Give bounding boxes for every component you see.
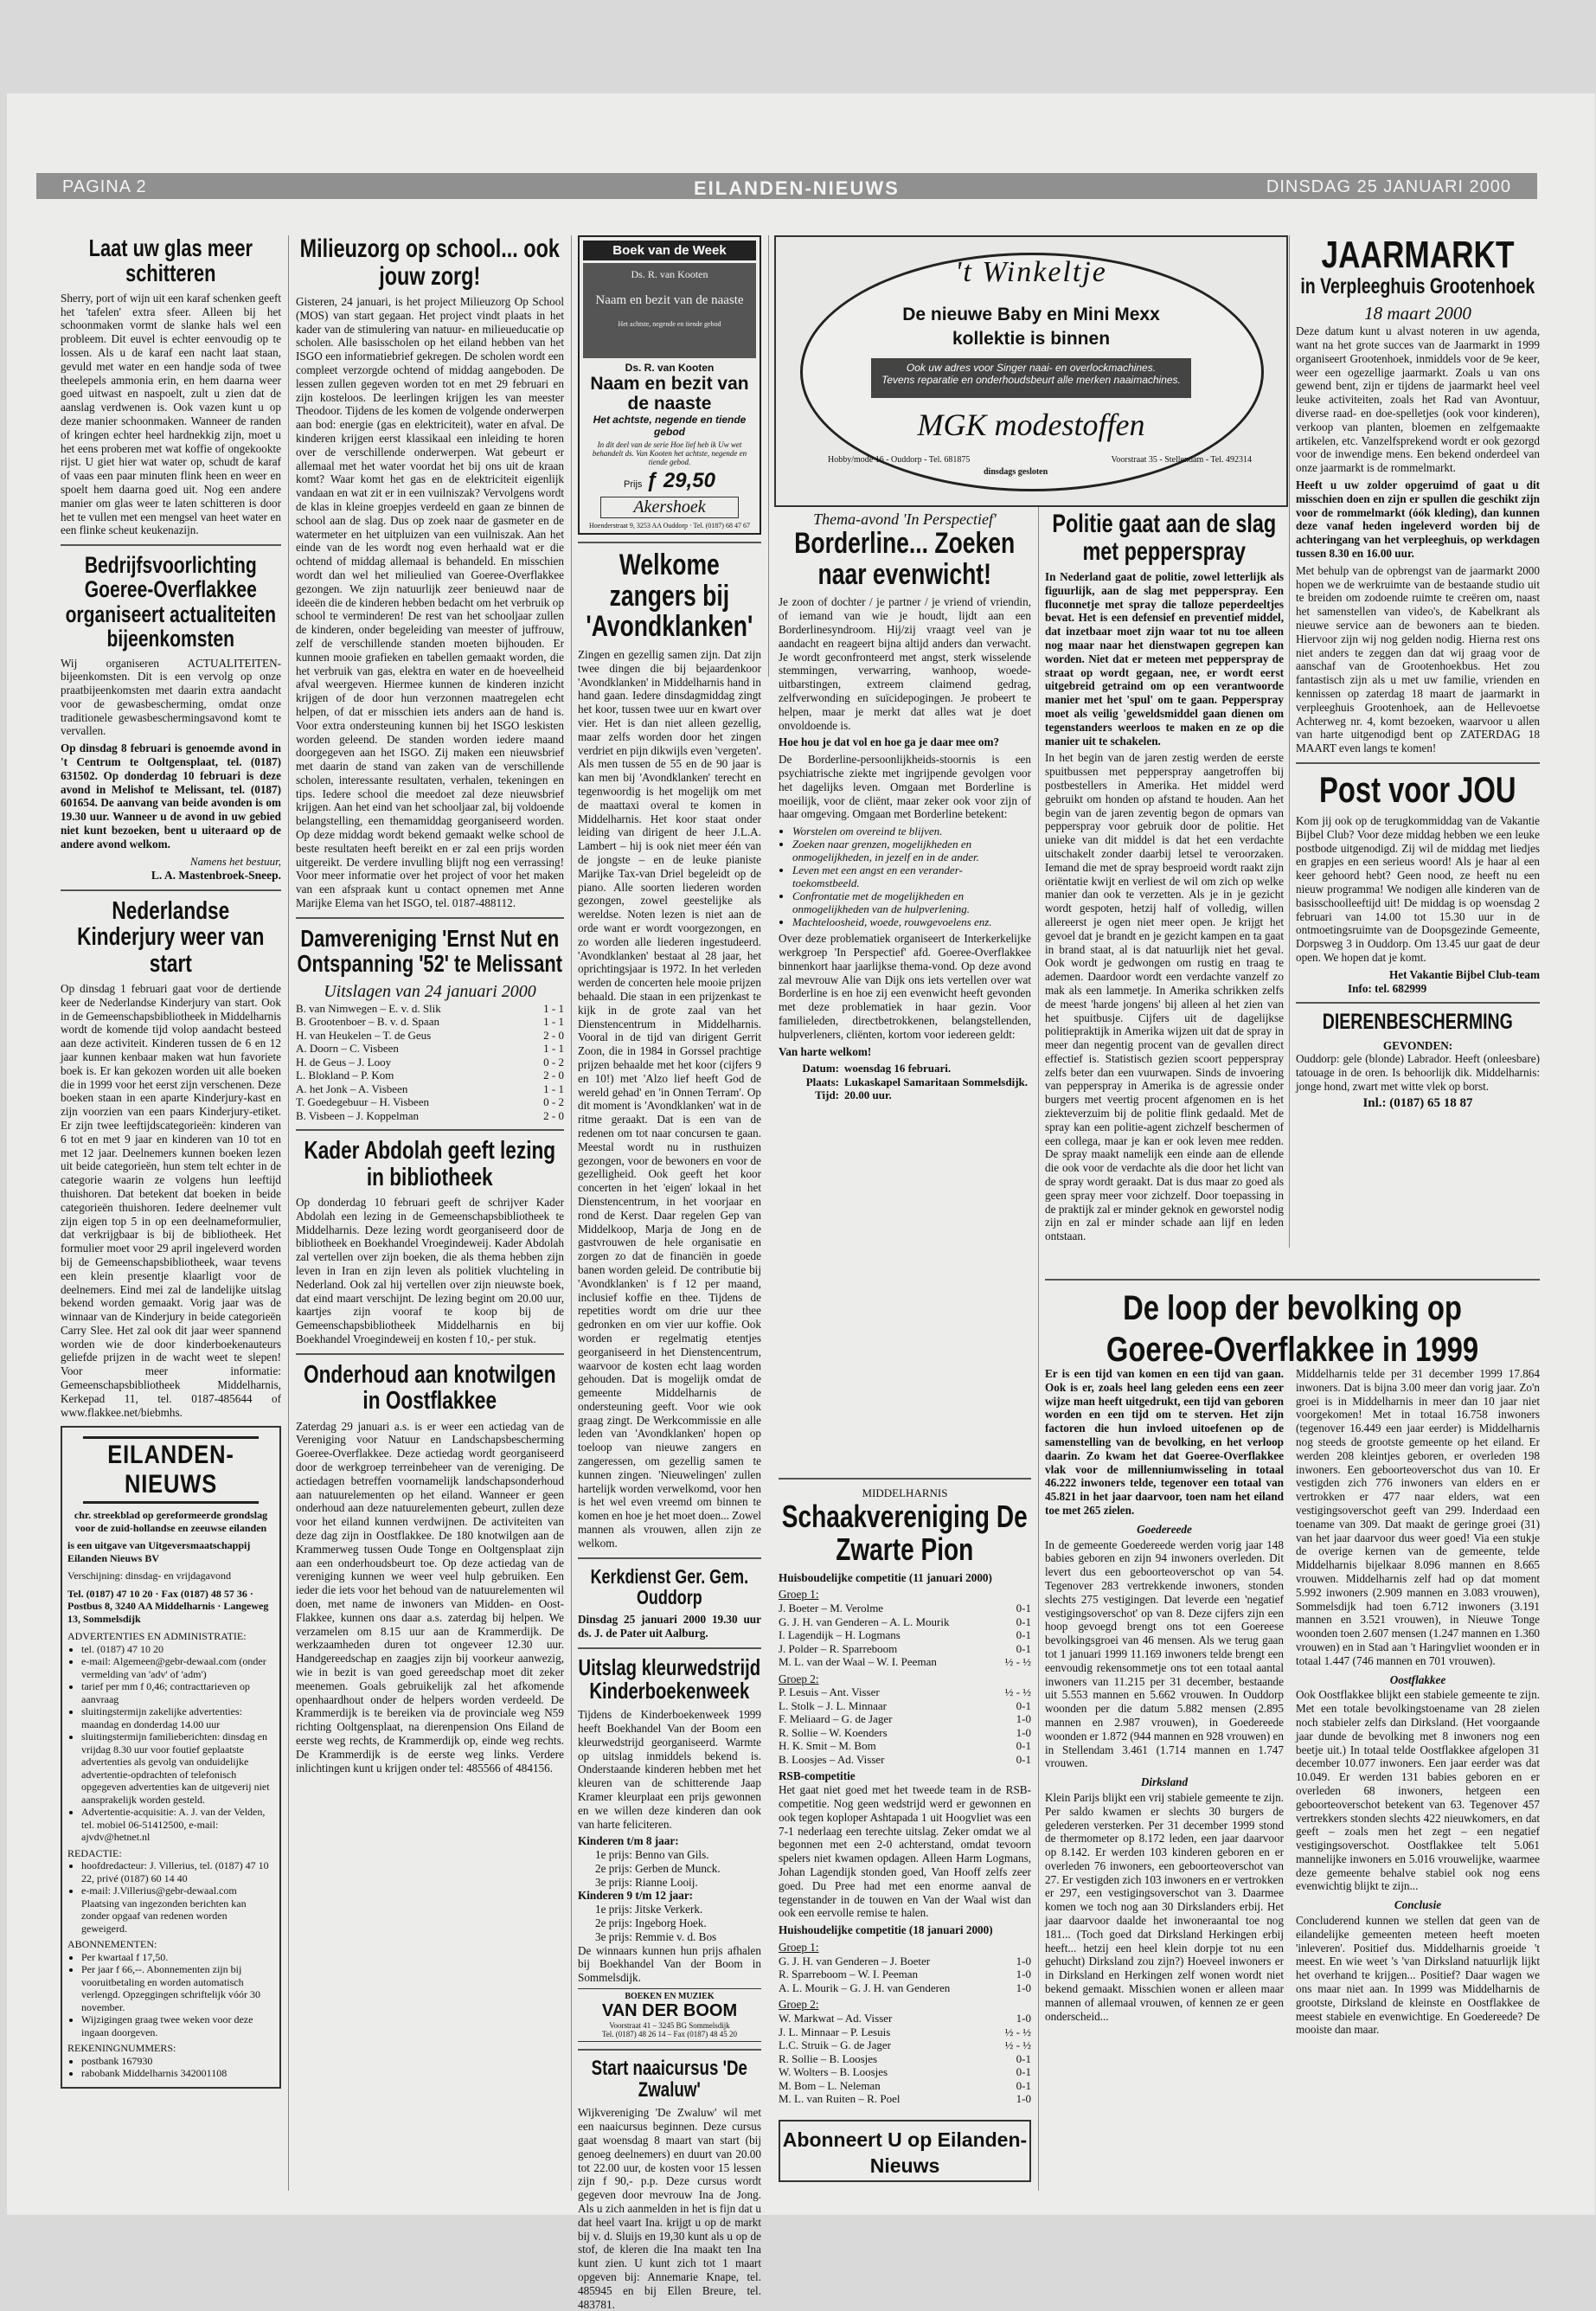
table-row [779,1685,1031,1699]
article-question: Hoe hou je dat vol en hoe ga je daar mee om? [779,735,1000,749]
score: 0-1 [1016,1641,1031,1655]
bevolking-article-header [1045,1272,1540,1371]
article-body: Kom jij ook op de terugkommiddag van de Vakantie Bijbel Club? Voor deze middag hebben we een leuke postbode uitgenodigd. Zij wil de middag met liedjes en grapjes en een serieus woord! Als je haar al een keer gehoord hebt? Geen nood, ze heeft nu een nieuw programma! We nodigen alle kinderen van de basisschoolleeftijd uit! De middag is op woensdag 2 februari van 14.00 tot 15.30 uur in de ontmoetingsruimte van de Doopsgezinde Gemeente, Dorpsweg 3 in Ouddorp. Om 13.45 uur gaat de deur open. We hopen dat je komt. [1296,814,1540,965]
page-number: PAGINA 2 [62,177,147,196]
results-table [779,2012,1031,2106]
score: 2 - 0 [543,1069,564,1082]
contact-info: Info: tel. 682999 [1348,981,1427,995]
match: J. Polder – R. Sparreboom [779,1641,898,1655]
ad-service-band [871,358,1191,398]
column-4 [779,510,1031,1471]
score: 0-1 [1016,1602,1031,1615]
column-1 [61,235,281,2182]
signature-line: Namens het bestuur, [189,854,281,868]
match: B. Visbeen – J. Koppelman [296,1108,419,1122]
column-divider [1289,235,1290,1248]
divider [779,1478,1031,1480]
prize: 3e prijs: Remmie v. d. Bos [595,1929,717,1943]
score: 0-1 [1016,2051,1031,2065]
article-title: Bedrijfsvoorlichting Goeree-Overflakkee organiseert actualiteiten bijeenkomsten [65,552,277,652]
score: 0 - 2 [543,1055,564,1069]
column-3 [578,235,761,2311]
article-body: Zaterdag 29 januari a.s. is er weer een actiedag van de Vereniging voor Natuur en Landschapsbescherming Goeree-Overflakkee. Deze actiedag wordt georganiseerd door de werkgroep terreinbeheer van de vereniging. De actiedagen betreffen voornamelijk landschapsonderhoud aan natuurelementen op het eiland. Wanneer er geen onderhoud aan deze natuurelementen gebeurt, zullen deze voor het eiland kunnen verdwijnen. De activiteiten van deze dag zijn in Oostflakkee. De 180 knotwilgen aan de Krammerweg tussen Oude Tonge en Ooltgensplaat zijn aan een onderhoudsbeurt toe. Op deze actiedag van de vereniging kunnen we weer veel hulp gebruiken. Een ieder die iets voor het behoud van de natuurelementen wil doen, met name de inwoners van Midden- en Oost-Flakkee, kunnen ons daar a.s. zaterdag bij helpen. We verzamelen om 8.15 uur aan de Krammerdijk. De werkzaamheden duren tot ongeveer 12.30 uur. Handgereedschap en zaagjes zijn bij voorkeur aanwezig, wie in bezit is van goed gereedschap moet dit zeker meenemen. Goals gebruikelijk zal het afkomende openhaardhout onder de helpers worden verdeeld. De Krammerdijk is te bereiken via de provinciale weg N59 richting Ooltgensplaat, na dierenpension Ons Eiland de eerste weg rechts, de Krammerdijk op, einde weg rechts. De Krammerdijk is de eerste weg links. Verdere inlichtingen kunt u krijgen onder tel: 485566 of 484156. [296,1419,564,1775]
table-row [296,1015,564,1029]
price-label: Prijs [624,479,643,490]
colophon-item: • e-mail: Algemeen@gebr-dewaal.com (onder vermelding van 'adv' of 'adm') [81,1655,274,1680]
article-subtitle: Uitslagen van 24 januari 2000 [324,981,536,1001]
score: 1-0 [1016,1980,1031,1994]
score: 0 - 2 [543,1095,564,1109]
article-title: Schaakvereniging De Zwarte Pion [781,1499,1028,1567]
table-row [296,1042,564,1056]
table-row [296,1082,564,1096]
match: B. Loosjes – Ad. Visser [779,1752,885,1766]
table-row [779,1981,1031,1995]
ad-line: kollektie is binnen [952,329,1111,349]
score: 0-1 [1016,2078,1031,2092]
score: ½ - ½ [1004,2025,1031,2038]
colophon-item: • sluitingstermijn familieberichten: dinsdag en vrijdag 8.30 uur voor foutief geplaatste advertenties als gevolg van onduidelijke advertentie-opdrachten of telefonisch opgegeven advertenties kan de uitgeverij niet aansprakelijk worden gesteld. [81,1730,274,1806]
ad-line: Ook uw adres voor Singer naai- en overlockmachines. [906,362,1157,374]
contact-info: Inl.: (0187) 65 18 87 [1362,1095,1473,1110]
table-row [296,1002,564,1016]
score: 0-1 [1016,1614,1031,1628]
article-body: Je zoon of dochter / je partner / je vriend of vriendin, of iemand van wie je houdt, lijdt aan een Borderlinesyndroom. Hij/zij vraagt veel van je aandacht en reageert bijna altijd anders dan verwacht. Je wordt geconfronteerd met angst, sterk wisselende stemmingen, verwarring, wanhoop, woede-uitbarstingen, extreem claimend gedrag, zelfverwonding en suïcidepogingen. Je probeert te helpen, maar je merkt dat alles wat je doet onvoldoende is. [779,595,1031,732]
article-body: Wij organiseren ACTUALITEITEN-bijeenkomsten. Dit is een vervolg op onze praatbijeenkomsten met daarin extra aandacht voor de gewasbescherming, omdat onze traditionele gewasbeschermingsavond komt te vervallen. [61,656,281,738]
colophon-list [81,1951,274,2039]
colophon-list [81,1859,274,1935]
bevolking-col-left [1045,1367,1284,2189]
article-body: Het gaat niet goed met het tweede team in de RSB-competitie. Nog geen wedstrijd werd er gewonnen en ook tegen koploper Ashtapada 1 uit Hoogvliet was een 7-1 nederlaag een terechte uitslag. Zeker omdat we al begonnen met een 2-0 achterstand, omdat tevoorn spelers niet kwamen opdagen. Alleen Harm Logmans, Johan Lagendijk stonden goed, Van Hooff zelfs zeer goed. Du Pree had met een enorme aanval de tegenstander in de touwen en Van der Waal wist dan ook een eervolle remise te halen. [779,1783,1031,1920]
ad-label: Boek van de Week [583,241,756,260]
match: W. Markwat – Ad. Visser [779,2012,893,2025]
colophon-item: • Per jaar f 66,--. Abonnementen zijn bij vooruitbetaling en worden automatisch verlengd. Opzeggingen schriftelijk vóór 30 november. [81,1963,274,2013]
match: W. Wolters – B. Loosjes [779,2065,888,2079]
match: L. Blokland – P. Kom [296,1069,394,1082]
divider [578,1557,761,1559]
section-title: RSB-competitie [779,1769,856,1783]
article-title: Onderhoud aan knotwilgen in Oostflakkee [303,1360,556,1415]
jaarmarkt-subtitle: in Verpleeghuis Grootenhoek [1300,274,1535,299]
match: B. van Nimwegen – E. v. d. Slik [296,1001,441,1015]
article-body: Op dinsdag 8 februari is genoemde avond in 't Centrum te Ooltgensplaat, tel. (0187) 631502. Op donderdag 10 februari is deze avond in Melishof te Melissant, tel. (0187) 601654. De aanvang van beide avonden is om 19.30 uur. Wanneer u de avond in uw gebied niet kunt bezoeken, bent u uiteraard op de andere avond welkom. [61,741,281,851]
info-key: Tijd: [815,1088,839,1102]
score: 0-1 [1016,1628,1031,1642]
score: ½ - ½ [1004,1655,1031,1669]
bevolking-col-right [1296,1367,1540,2189]
prize: 1e prijs: Jitske Verkerk. [595,1903,703,1916]
event-info-table [779,1062,1031,1102]
column-2 [296,235,564,2182]
list-item: • Machteloosheid, woede, rouwgevoelens enz. [792,915,1031,928]
article-title: Damvereniging 'Ernst Nut en Ontspanning '52' te Melissant [297,924,563,978]
match: R. Sparreboom – W. I. Peeman [779,1968,919,1981]
divider [1045,1279,1540,1281]
group-title: Groep 1: [779,1941,819,1955]
article-title: Nederlandse Kinderjury weer van start [77,896,265,978]
jaarmarkt-title: JAARMARKT [1321,234,1515,276]
colophon-item: • Wijzigingen graag twee weken voor deze ingaan doorgeven. [81,2013,274,2038]
article-kicker: MIDDELHARNIS [862,1486,948,1499]
colophon-item: • Per kwartaal f 17,50. [81,1951,274,1964]
info-key: Datum: [802,1062,839,1075]
list-item: • Worstelen om overeind te blijven. [792,825,1031,838]
article-title: Politie gaat aan de slag met pepperspray [1052,510,1277,566]
signature-name: L. A. Mastenbroek-Sneep. [151,868,281,882]
ad-description: In dit deel van de serie Hoe lief heb ik Uw wet behandelt ds. Van Kooten het achtste, negende en tiende gebod. [592,440,747,466]
colophon-section-title: REKENINGNUMMERS: [67,2042,176,2055]
column-6 [1296,235,1540,1256]
article-lead: Er is een tijd van komen en een tijd van gaan. Ook is er, zoals heel lang geleden eens een zeer wijze man heeft uitgedrukt, een tijd van geboren worden en een tijd om te sterven. Het zijn factoren die hun invloed uitoefenen op de samenstelling van de bevolking, en het verloop daarin. Zo kwam het dat Goeree-Overflakkee vlak voor de millenniumwisseling in totaal 46.222 inwoners telde, tegenover een totaal van 45.821 in het jaar daarvoor, toen nam het eiland toe met 265 zielen. [1045,1367,1284,1517]
article-body: Met behulp van de opbrengst van de jaarmarkt 2000 hopen we de werkruimte van de bestaande studio uit te breiden om zodoende ruimte te creëren om, naast het samenstellen van video's, de Kabelkrant als nieuwe service aan de bewoners aan te bieden. Hiervoor zijn wij nog gelden nodig. Hierna rest ons niet anders te zeggen dan dat wij graag voor de aanschaf van de Grootenhoekbus. Het zou fantastisch zijn als u met uw familie, vrienden en kennissen op zaterdag 18 maart de jaarmarkt in verpleeghuis Grootenhoek, aan de Hellevoetse Achterweg nr. 4, komt bezoeken, waarvoor u allen van harte uitgenodigd bent op ZATERDAG 18 MAART even langs te komen! [1296,563,1540,755]
post-title: Post voor JOU [1318,768,1516,810]
ad-book-title: Naam en bezit van de naaste [590,374,749,414]
book-of-week-ad [578,235,761,535]
match: H. de Geus – J. Looy [296,1055,392,1069]
list-item: • Leven met een angst en een verander- toekomstbeeld. [792,863,1031,889]
info-value: 20.00 uur. [844,1088,892,1102]
section-title: Huishoudelijke competitie (18 januari 2000) [779,1923,993,1937]
table-row [779,2025,1031,2039]
section-title: Huisboudelijke competitie (11 januari 2000) [779,1570,992,1584]
ad-phone: Tel. (0187) 48 26 14 – Fax (0187) 48 45 20 [601,2030,738,2039]
jaarmarkt-date: 18 maart 2000 [1364,303,1471,324]
colophon-publisher: is een uitgave van Uitgeversmaatschappij Eilanden Nieuws BV [67,1539,251,1564]
score: ½ - ½ [1004,2038,1031,2052]
match: F. Meliaard – G. de Jager [779,1712,893,1726]
divider [61,544,281,546]
match: J. Boeter – M. Verolme [779,1602,884,1615]
score: 1-0 [1016,1954,1031,1968]
list-item: • Zoeken naar grenzen, mogelijkheden en onmogelijkheden, in jezelf en in de ander. [792,838,1031,863]
book-cover [583,263,756,358]
score: 1 - 1 [543,1001,564,1015]
match: G. J. H. van Genderen – J. Boeter [779,1954,931,1968]
match: L. Stolk – J. L. Minnaar [779,1698,887,1712]
column-divider [768,235,769,677]
score: 2 - 0 [543,1108,564,1122]
divider [578,542,761,543]
page-header-bar [36,173,1537,199]
score: 2 - 0 [543,1028,564,1042]
prize: 1e prijs: Benno van Gils. [595,1848,709,1862]
column-divider [288,235,289,2191]
match: L.C. Struik – G. de Jager [779,2038,891,2052]
score: 1 - 1 [543,1082,564,1095]
match: M. L. van Ruiten – R. Poel [779,2092,901,2106]
score: 1-0 [1016,1725,1031,1739]
table-row [779,1955,1031,1968]
article-body: In het begin van de jaren zestig werden de eerste spuitbussen met pepperspray aangetroffen bij postbestellers in Amerika. Het middel werd gebruikt om honden op afstand te houden. Aan het begin van de jaren zeventig begon de opmars van pepperspray voor gebruik door de politie. Het unieke van dit middel is dat het een verdachte uitschakelt zonder daarbij letsel te veroorzaken. Iemand die met de spray besproeid wordt raakt zijn oriëntatie kwijt en verliest de wil om zich op welke manier dan ook te verzetten. Als je in je gezicht wordt gespoten, hetzij half of volledig, willen allereerst je ogen niet meer open. Je krijgt het gevoel dat je brandt en je gezicht kampen en ta gaat in brand staat, al is dat natuurlijk niet het geval. Ook wordt je gedwongen om rustig en traag te ademen. Daardoor wordt een verdachte vanzelf zo mak als een lammetje. In Amerika schrikken zelfs de meest 'harde jongens' bij alleen al het zien van het spuitbusje. Cijfers uit de dagelijkse politiepraktijk in Amerika wijzen uit dat de spray in meer dan negentig procent van de gevallen direct effectief is. Statistisch gezien scoort pepperspray zelfs beter dan een vuurwapen. Sinds de invoering van pepperspray in Amerika is de agressie onder burgers met veertig procent afgenomen en is het ziekteverzuim bij de politie flink gedaald. Met de spray kan een politie-agent zichzelf beschermen of een collega, maar je kan er ook leven mee redden. De spray maakt namelijk een einde aan de ellende die ook voor de verdachte als die door het licht van de spray wordt geraakt. Dat is dus maar zo goed als geen spray meer voor zichzelf. Door toepassing in de praktijk zal er minder geknok en geworstel nodig zijn en zal er minder schade aan lijf en leden ontstaan. [1045,751,1284,1243]
table-row [779,2065,1031,2079]
score: ½ - ½ [1004,1685,1031,1699]
ad-book-subtitle: Het achtste, negende en tiende gebod [593,414,747,438]
article-body: Wijkvereniging 'De Zwaluw' wil met een naaicursus beginnen. Deze cursus gaat woensdag 8 maart van start (bij genoeg deelnemers) en duurt van 20.00 tot 22.00 uur, de kosten voor 15 lessen zijn f 90,- p.p. Deze cursus wordt gegeven door mevrouw Ina de Jong. Als u zich aanmelden in het is fijn dat u dat heel vaart Ina. krijgt u op de markt bij v. d. Sluijs en 19,30 kunt als u op de stof, de kleren die Ina maakt ten Ina kunt zien. U kunt zich tot 1 maart opgeven bij: Annemarie Knape, tel. 485945 en bij Ellen Breure, tel. 483781. [578,2106,761,2311]
divider [578,1647,761,1649]
article-title: Start naaicursus 'De Zwaluw' [591,2057,747,2102]
article-title: Kerkdienst Ger. Gem. Ouddorp [590,1564,749,1608]
article-body: Dinsdag 25 januari 2000 19.30 uur ds. J. de Pater uit Aalburg. [578,1612,761,1640]
ad-address-right: Voorstraat 35 - Stellendam - Tel. 492314 [1111,455,1252,465]
list-item: • Confrontatie met de mogelijkheden en onmogelijkheden van de hulpverlening. [792,889,1031,915]
article-title: Milieuzorg op school... ook jouw zorg! [299,234,560,291]
match: P. Lesuis – Ant. Visser [779,1685,880,1699]
prize: 2e prijs: Ingeborg Hoek. [595,1916,707,1930]
section-title: Oostflakkee [1389,1672,1446,1686]
colophon-item: • hoofdredacteur: J. Villerius, tel. (0187) 47 10 22, privé (0187) 60 14 40 [81,1859,274,1884]
table-row [779,1088,1031,1102]
cover-title: Naam en bezit van de naaste [595,293,744,307]
table-row [779,1615,1031,1629]
match: M. Bom – L. Neleman [779,2078,881,2092]
table-row [779,1642,1031,1656]
ad-line: Tevens reparatie en onderhoudsbeurt alle merken naaimachines. [881,374,1181,386]
article-kicker: Thema-avond 'In Perspectief' [813,510,997,528]
info-key: Plaats: [805,1075,839,1088]
match: B. Grootenboer – B. v. d. Spaan [296,1015,439,1029]
column-divider [571,235,572,2191]
article-body: Middelharnis telde per 31 december 1999 17.864 inwoners. Dat is bijna 3.00 meer dan vorig jaar. Zo'n groei is in Middelharnis in meer dan 10 jaar niet voorgekomen! Met in totaal 16.758 inwoners (tegenover 16.449 een jaar eerder) is Middelharnis nog steeds de grootste gemeente op het eiland. Er werden 208 kleintjes geboren, er overleden 198 inwoners. Een geboorteoverschot dus van 10. Er vestigden zich 776 inwoners van elders en er vertrokken er 477 naar elders, wat een vestigingsoverschot geeft van 299. Inderdaad een toename van 309. Dat maakt de geringe groei (31) van het jaar daarvoor dus weer goed! Via een stukje de overige kernen van de gemeente, telde Middelharnis bijelkaar 8.096 mannen en 8.665 vrouwen. Middelharnis zelf had op dat moment 5.992 inwoners (2.909 mannen en 3.083 vrouwen), Sommelsdijk had toen 6.712 inwoners (3.191 mannen en 3.521 vrouwen), in Nieuwe Tonge woonden toen 2.607 mensen (1.247 mannen en 1.360 vrouwen) en in Stad aan 't Haringvliet woonden er in totaal 1.447 (746 mannen en 701 vrouwen). [1296,1367,1541,1667]
colophon-section-title: ADVERTENTIES EN ADMINISTRATIE: [67,1630,247,1643]
colophon-item: • tel. (0187) 47 10 20 [81,1643,274,1656]
table-row [779,1655,1031,1669]
score: 0-1 [1016,1739,1031,1753]
divider [1296,1002,1540,1004]
table-row [779,2038,1031,2052]
table-row [779,1726,1031,1740]
article-title: Borderline... Zoeken naar evenwicht! [794,527,1016,591]
colophon [61,1426,281,2089]
article-body: In de gemeente Goedereede werden vorig jaar 148 babies geboren en zijn 94 inwoners overleden. Dit levert dus een geboorteoverschot op van 54. Tegenover 283 vertrekkende inwoners, stonden slechts 275 vestigingen. Dat leverde een 'negatief vestigingsoverschot' op van 8. Deze cijfers zijn een hoop gevoegd brengt ons tot een Goereese bevolkingsgroei van 46 mensen. Als we terug gaan tot 1 januari 1999 11.169 inwoners telde brengt een eenvoudig rekensommetje ons tot een totaal aantal inwoners van 11.215 per 31 december, bestaande uit 5.553 mannen en 5.662 vrouwen. In Ouddorp woonden per die datum 5.882 mensen (2.895 mannen en 2.987 vrouwen), in Goedereede woonden er 1.872 (944 mannen en 928 vrouwen) en in Stellendam 3.461 (1.714 mannen en 1.747 vrouwen. [1045,1537,1284,1770]
signature-name: Het Vakantie Bijbel Club-team [1388,967,1540,981]
article-body: Over deze problematiek organiseert de Interkerkelijke werkgroep 'In Perspectief' afd. Goeree-Overflakkee binnenkort haar jaarlijkse thema-vond. Op deze avond zal mevrouw Alie van Dijk ons iets vertellen over wat Borderline is en hoe zij een evenwicht heeft gevonden met deze problematiek in haar gezin. Voor familieleden, directbetrokkenen, belangstellenden, hulpverleners, cliënten, kortom voor iedereen geldt: [779,932,1031,1041]
match: A. L. Mourik – G. J. H. van Genderen [779,1980,951,1994]
prize-group: Kinderen 9 t/m 12 jaar: [578,1889,694,1903]
colophon-subtitle: chr. streekblad op gereformeerde grondslag voor de zuid-hollandse en zeeuwse eilanden [74,1509,268,1534]
article-title: Kader Abdolah geeft lezing in bibliotheek [304,1137,556,1191]
score: 0-1 [1016,1752,1031,1766]
ad-address: Voorstraat 41 – 3245 BG Sommelsdijk [609,2021,730,2031]
article-body: Op dinsdag 1 februari gaat voor de dertiende keer de Nederlandse Kinderjury van start. Ook in de Gemeenschapsbibliotheek in Middelharnis wordt de komende tijd volop aandacht besteed aan deze activiteit. Kinderen tussen de 6 en 12 jaar kunnen kenbaar maken wat hun favoriete boek is. Er kan gekozen worden uit alle boeken die in 1999 voor het eerst zijn verschenen. Deze boeken staan in een aparte Kinderjury-kast en zijn voorzien van een paars Kinderjury-etiket. Er zijn twee leeftijdscategorieën: kinderen van 6 tot en met 9 jaar en kinderen van 10 tot en met 12 jaar. Deelnemers kunnen boeken lezen uit beide categorieën, hun stem telt echter in de categorie waarin ze volgens hun leeftijd thuishoren. Dat betekent dat boeken in beide categorieën thuishoren. Iedere deelnemer vult zijn eigen top 5 in op een deelnameformulier, dat verkrijgbaar is bij de bibliotheek. Het formulier moet voor 29 april ingeleverd worden bij de Gemeenschapsbibliotheek, waar tevens een klein presentje klaarligt voor de deelnemers. Eind mei zal de landelijke uitslag bekend worden gemaakt. Vorig jaar was de winnaar van de Kinderjury in beide categorieën Carry Slee. Het zal ook dit jaar weer spannend worden wie de door kinderboekenauteurs geliefde prijzen in de wacht weet te slepen! Voor meer informatie: Gemeenschapsbibliotheek Middelharnis, Kerkepad 11, tel. 0187-485644 of www.flakkee.net/biebmhs. [61,981,281,1419]
article-welcome: Van harte welkom! [779,1044,872,1058]
score: 1-0 [1016,1968,1031,1981]
match: J. L. Minnaar – P. Lesuis [779,2025,891,2038]
article-body: Op donderdag 10 februari geeft de schrijver Kader Abdolah een lezing in de Gemeenschapsbibliotheek te Middelharnis. Deze lezing wordt georganiseerd door de bibliotheek en Boekhandel Vroegindeweij. Kader Abdolah zal vertellen over zijn boeken, die als thema hebben zijn leven in Iran en zijn leven als politiek vluchteling in Nederland. Ook zal hij vertellen over zijn nieuwste boek, dat eind maart verschijnt. De lezing begint om 20.00 uur, kaartjes zijn vooraf te koop bij de Gemeenschapsbibliotheek Middelharnis en bij Boekhandel Vroegindeweij en kosten f 10,- per stuk. [296,1196,564,1345]
bookshop-ad [578,1988,761,2042]
article-body: De winnaars kunnen hun prijs afhalen bij Boekhandel Van der Boom in Sommelsdijk. [578,1943,761,1985]
prize-group: Kinderen t/m 8 jaar: [578,1834,679,1848]
colophon-item: • postbank 167930 [81,2055,274,2068]
table-row [779,1753,1031,1767]
colophon-section-title: ABONNEMENTEN: [67,1938,157,1951]
table-row [779,2052,1031,2066]
column-divider [1038,235,1039,2191]
article-title: Welkome zangers bij 'Avondklanken' [586,549,753,644]
table-row [779,1968,1031,1981]
info-value: Lukaskapel Samaritaan Sommelsdijk. [844,1075,1029,1088]
match: A. het Jonk – A. Visbeen [296,1082,408,1095]
article-body: Tijdens de Kinderboekenweek 1999 heeft Boekhandel Van der Boom een kleurwedstrijd georganiseerd. Warmte op uitslag inmiddels bekend is. Onderstaande kinderen hebben met het kleuren van de schitterende Jaap Kramer kleurplaat een prijs gewonnen en we willen deze kinderen dan ook van harte feliciteren. [578,1708,761,1831]
article-title: Uitslag kleurwedstrijd Kinderboekenweek [578,1653,761,1704]
table-row [779,1699,1031,1713]
table-row [779,1628,1031,1642]
dier-title: DIERENBESCHERMING [1322,1010,1513,1035]
score: 1 - 1 [543,1042,564,1056]
article-body: Ook Oostflakkee blijkt een stabiele gemeente te zijn. Met een totale bevolkingstoename van 28 zielen noch stabieler zelfs dan Dirksland. (Het voorgaande jaar dunde de bevolking met 8 inwoners nog een beetje uit.) In totaal telde Oostflakkee afgelopen 31 december 10.077 inwoners. Een jaar eerder was dat 10.049. Er werden 131 babies geboren en er overleden 68 inwoners, hetgeen een geboorteoverschot betekent van 63. Tegenover 457 vertrekkers stonden slechts 422 nieuwkomers, en dat geeft – zoals men het zegt – een negatief vestigingsoverschot. Oostflakkee telt 5.061 mannelijke inwoners en 5.016 vrouwelijke, waarmee deze gemeente behalve stabiel ook nog eens evenwichtig blijkt te zijn... [1296,1688,1540,1893]
table-row [779,1062,1031,1075]
table-row [296,1069,564,1082]
score: 1 - 1 [543,1015,564,1029]
divider [296,1129,564,1131]
price-value: ƒ 29,50 [645,469,715,492]
cover-subtitle: Het achtste, negende en tiende gebod [618,320,721,328]
score: 0-1 [1016,2065,1031,2079]
match: H. van Heukelen – T. de Geus [296,1028,432,1042]
article-body: Zingen en gezellig samen zijn. Dat zijn twee dingen die bij bejaardenkoor 'Avondklanken' in Middelharnis hand in hand gaan. Iedere dinsdagmiddag zingt het koor, tussen twee uur en kwart over vier. Het is dan niet alleen gezellig, maar zelfs worden door het zingen verdriet en pijn dikwijls even 'vergeten'. Als men tussen de 55 en de 90 jaar is kan men bij 'Avondklanken' terecht en tegenwoordig is het mogelijk om met de maattaxi overal te komen in Middelharnis. Het koor staat onder leiding van dirigent de heer J.L.A. Lambert – hij is ook niet meer één van de jongste – en de leuke pianiste Marijke Tax-van Driel begeleidt op de piano. Alle soorten liederen worden gezongen, zowel geestelijke als wereldse. Noten lezen is niet aan de orde want er wordt voorgezongen, en zo worden alle liederen ingestudeerd. 'Avondklanken' bestaat al 28 jaar, het oprichtingsjaar is 1972. In het verleden werden de concerten hele mooie prijzen behaald. Die staan in een prijzenkast te kijk in de grote zaal van het Dienstencentrum in Middelharnis. Vooral in de tijd van dirigent Gerrit Zoon, die in 1984 in Gorssel prachtige prijzen behaalde met het koor (cijfers 9 en 10!) met 'Alzo lief heeft God de wereld gehad' en 'in Onnen Terram'. Op dit moment is 'Avondklanken' wat in de ritme geraakt. Dat is een van de redenen om tot naar concursen te gaan. Meestal wordt nu in rusthuizen gezongen, voor de bewoners en voor de gezelligheid. Ook geeft het koor concerten in het 'eigen' lokaal in het Dienstencentrum, in het voorjaar en rond de Kerst. Daar regelen Gep van Middelkoop, Marja de Jong en de gastvrouwen de hele organisatie en zorgen zo dat de financiën in goede banen worden geleid. De contributie bij 'Avondklanken' is f 12 per maand, inclusief koffie en thee. Tijdens de repetities wordt om drie uur thee gedronken en om vier uur koffie. Ook worden er regelmatig etentjes georganiseerd in het Dienstencentrum, waarvoor de kosten echt laag worden gehouden. Dat is mogelijk omdat de gemeente Middelharnis de ondersteuning geeft. Voor wie ook graag zingt. De Werkcommissie en alle leden van 'Avondklanken' hopen op toeloop van nieuwe zangers en zangeressen, om gezellig samen te kunnen zingen. 'Nieuwelingen' zullen hartelijk worden verwelkomd, voor hen is het wel even vreemd om binnen te komen en hoe je het moet doen... Zowel mannen als vrouwen, allen zijn ze welkom. [578,648,761,1550]
ad-brand: 't Winkeltje [955,256,1107,288]
shop-address: Hoenderstraat 9, 3253 AA Ouddorp · Tel. (0187) 68 47 67 [589,522,750,530]
ad-author: Ds. R. van Kooten [625,362,715,374]
table-row [779,2092,1031,2106]
article-body: Sherry, port of wijn uit een karaf schenken geeft het 'tafelen' extra sfeer. Alleen bij het schoonmaken vormt de slanke hals wel een probleem. Dit euvel is echter eenvoudig op te lossen. Als u de karaf een nacht laat staan, gevuld met water en een handje soda of twee theelepels ammonia erin, en hem daarna weer goed uitwast en naspoelt, zult u zien dat de aanslag verdwenen is. Ook vazen kunt u op deze manier schoonmaken. Wanneer de randen of kringen echter heel hardnekkig zijn, moet u het eens proberen met wat koffie of ongekookte rijst. U giet hier wat water op, schudt de karaf of vaas een paar minuten flink heen en weer en spoelt hem daarna goed uit. Nog een andere manier om glas weer te laten schitteren is door het te vullen met een mengsel van heet water en een flinke scheut keukenazijn. [61,291,281,537]
group-title: Groep 2: [779,1998,819,2012]
ad-logo: MGK modestoffen [917,408,1145,442]
divider [296,1353,564,1355]
subscribe-ad: Abonneert U op Eilanden-Nieuws [779,2120,1031,2182]
results-table [296,1002,564,1123]
info-value: woensdag 16 februari. [844,1062,952,1075]
divider [296,917,564,919]
score: 1-0 [1016,2012,1031,2025]
article-body: Ouddorp: gele (blonde) Labrador. Heeft (onleesbare) tatouage in de oren. Is behoorlijk dik. Middelharnis: jonge hond, zwart met witte vlek op borst. [1296,1052,1540,1094]
match: H. K. Smit – M. Bom [779,1739,876,1753]
colophon-contact: Tel. (0187) 47 10 20 · Fax (0187) 48 57 36 · Postbus 8, 3240 AA Middelharnis · Langeweg 13, Sommelsdijk [67,1587,269,1625]
match: M. L. van der Waal – W. I. Peeman [779,1655,937,1669]
score: 0-1 [1016,1698,1031,1712]
article-body: Klein Parijs blijkt een vrij stabiele gemeente te zijn. Per saldo kwamen er slechts 30 burgers de gelederen versterken. Per 31 december 1999 stond de thermometer op 8.172 leden, een jaar daarvoor op 8.142. Er werden 103 kinderen geboren en er overleden 76 inwoners, een geboorteoverschot van 27. Er vestigden zich 103 inwoners en er vertrokken er 297, een vestigingsoverschot van 3. Daarmee komen we toch nog aan 30 Dirkslanders erbij. Het jaar daarvoor daalde het inwoneraantal toe nog 181... (Toch goed dat Dirksland Herkingen erbij heeft... hetzij een heel klein dorpje tot nu een gehucht) Dirksland zou zijn?) Hoeveel inwoners er in Dirksland en Herkingen zelf wonen wordt niet bekend gemaakt. Misschien wonen er alleen maar mannen of allemaal vrouwen, of kennen ze er geen onderscheid... [1045,1790,1284,2023]
prize: 2e prijs: Gerben de Munck. [595,1861,721,1875]
results-table [779,1955,1031,1995]
colophon-section-title: REDACTIE: [67,1846,122,1859]
article-title: Laat uw glas meer schitteren [88,234,253,287]
ad-price-row [583,469,756,493]
dier-subtitle: GEVONDEN: [1382,1038,1453,1052]
bullet-list [792,825,1031,928]
colophon-list [81,1643,274,1844]
prize: 3e prijs: Rianne Looij. [595,1875,698,1889]
article-body: De Borderline-persoonlijkheids-stoornis is een psychiatrische ziekte met ingrijpende gevolgen voor het dagelijks leven. Omgaan met Borderline is moeilijk, voor de cliënt, maar zeker ook voor zijn of haar omgeving. Omgaan met Borderline betekent: [779,753,1031,821]
table-row [296,1056,564,1069]
colophon-list [81,2055,274,2080]
article-body: Gisteren, 24 januari, is het project Milieuzorg Op School (MOS) van start gegaan. Het project vindt plaats in het kader van de stimulering van natuur- en milieueducatie op scholen. Alle basisscholen op het eiland hebben van het ISGO een informatiebrief gekregen. De scholen wordt een compleet verzorgde ochtend of middag aangeboden. De lessen zullen gegeven worden tot en met 29 februari en zijn kosteloos. De leerlingen krijgen les van meester Theodoor. Tijdens de les komen de volgende onderwerpen aan bod: energie (gas en elektriciteit), water en afval. De kinderen krijgen eerst klassikaal een inleiding te horen over de verschillende onderwerpen. Wat gebeurt er allemaal met het water voordat het bij ons uit de kraan komt? Waar komt het gas en de elektriciteit eigenlijk vandaan en wat zit er in een vuilniszak? Vervolgens wordt de klas in kleine groepjes verdeeld en gaan ze binnen de school aan de slag. Dus op zoek naar de gasmeter en de watermeter en het uitpluizen van een vuilniszak. Aan het einde van de les wordt nog even herhaald wat er die ochtend of middag allemaal is behandeld. En misschien wordt dan wel het milieulied van Goeree-Overflakkee gezongen. We zijn natuurlijk zeer benieuwd naar de ideeën die de kinderen hebben bedacht om het verbruik op school te verminderen! De rest van het schooljaar zullen de kinderen, onder begeleiding van meester of juffrouw, zelf de verschillende standen moeten bijhouden. Er kunnen mooie grafieken en tabellen gemaakt worden, die het verbruik van gas, elektra en water en de hoeveelheid afval weergeven. Hiermee kunnen de kinderen inzicht krijgen of de door hun verzonnen maatregelen echt helpen, of dat er misschien iets anders aan de hand is. Voor extra ondersteuning kunnen bij het ISGO leskisten worden geleend. De standen worden iedere maand doorgegeven aan het ISGO. Zij maken een nieuwsbrief met daarin de stand van zaken van de verschillende scholen, interessante resultaten, verhalen, tekeningen en tips. Iedere school die meedoet zal deze nieuwsbrief krijgen. Aan het eind van het schooljaar zal, bij voldoende belangstelling, een themamiddag georganiseerd worden. Op deze middag wordt bekend gemaakt welke school de beste resultaten heeft bereikt en er zal een prijs worden uitgereikt. De verdere invulling blijft nog een verrassing! Voor meer informatie over het project of voor het maken van een afspraak kunt u contact opnemen met Anne Marijke Elema van het ISGO, tel. 0187-488112. [296,295,564,910]
article-title: De loop der bevolking op Goeree-Overflakkee in 1999 [1106,1289,1479,1369]
table-row [779,1712,1031,1726]
score: 1-0 [1016,1712,1031,1726]
section-title: Goedereede [1137,1522,1192,1536]
match: G. J. H. van Genderen – A. L. Mourik [779,1614,950,1628]
table-row [296,1095,564,1109]
match: I. Lagendijk – H. Logmans [779,1628,901,1642]
group-title: Groep 2: [779,1672,819,1685]
results-table [779,1685,1031,1766]
article-body: Concluderend kunnen we stellen dat geen van de eilandelijke gemeenten meteen heeft moeten 'inleveren'. Positief dus. Middelharnis groeide 't meest. En wie weet 's 'van Dirksland natuurlijk lijkt het overhand te krijgen... Positief? Daar wagen we ons maar niet aan. In 1999 was Middelharnis de grootste, Dirksland de kleinste en Oostflakkee de meest stabiele en evenwichtige. En Goedereede? De mooiste dan maar. [1296,1914,1540,2037]
section-title: Conclusie [1394,1898,1442,1912]
article-lead: In Nederland gaat de politie, zowel letterlijk als figuurlijk, aan de slag met pepperspray. Een fluconnetje met spray die talloze peperdeeltjes bevat. Het is een defensief en preventief middel, dat inzetbaar moet zijn waar tot nu toe alleen nog maar naar het dienstwapen gegrepen kan worden. Niet dat er meteen met pepperspray de straat op wordt gegaan, nee, er wordt eerst uitgebreid getraind om op een verantwoorde manier met het 'spul' om te gaan. Pepperspray moet als veilig 'geweldsmiddel gaan dienen om tegenstanders weerloos te maken en ze op die manier uit te schakelen. [1045,570,1284,748]
divider [61,889,281,891]
colophon-item: • Advertentie-acquisitie: A. J. van der Velden, tel. mobiel 06-51412500, e-mail: ajvdv@hetnet.nl [81,1806,274,1844]
match: A. Doorn – C. Visbeen [296,1042,399,1056]
table-row [779,1739,1031,1753]
table-row [296,1109,564,1123]
article-body: Deze datum kunt u alvast noteren in uw agenda, want na het grote succes van de Jaarmarkt in 1999 organiseert Grootenhoek, inmiddels voor de 9e keer, weer een ogezellige jaarmarkt. Zoals u van ons gewend bent, zijn er tijdens de jaarmarkt heel veel leuke activiteiten, zoals het Rad van Avontuur, diverse raad- en doe-spelletjes (ook voor kinderen), verkoop van planten, bloemen en zelfgemaakte artikelen, etc. Vanzelfsprekend wordt er ook gezorgd voor de inwendige mens. Een bekend onderdeel van onze jaarmarkt is de rommelmarkt. [1296,324,1540,475]
score: 1-0 [1016,2092,1031,2106]
divider [578,2049,761,2051]
colophon-frequency: Verschijning: dinsdag- en vrijdagavond [67,1570,231,1582]
winkeltje-ad [774,235,1288,507]
column-5 [1045,510,1284,1243]
masthead-title: EILANDEN-NIEUWS [694,177,900,199]
section-title: Dirksland [1140,1775,1189,1789]
colophon-item: • e-mail: J.Villerius@gebr-dewaal.com Plaatsing van ingezonden berichten kan zonder opgaaf van redenen worden geweigerd. [81,1884,274,1935]
ad-line: De nieuwe Baby en Mini Mexx [902,305,1160,324]
match: R. Sollie – W. Koenders [779,1725,888,1739]
colophon-item: • tarief per mm f 0,46; contracttarieven op aanvraag [81,1680,274,1705]
ad-address-left: Hobby/mode 16 - Ouddorp - Tel. 681875 [828,455,971,465]
table-row [779,2012,1031,2025]
table-row [779,1602,1031,1615]
shop-logo: Akershoek [600,497,739,518]
colophon-item: • rabobank Middelharnis 342001108 [81,2067,274,2080]
table-row [296,1029,564,1043]
match: T. Goedegebuur – H. Visbeen [296,1095,429,1109]
ad-name: VAN DER BOOM [601,2001,738,2021]
divider [1296,762,1540,764]
results-table [779,1602,1031,1669]
ad-closed: dinsdags gesloten [984,467,1048,477]
page-date: DINSDAG 25 JANUARI 2000 [1266,177,1511,196]
ad-topline: BOEKEN EN MUZIEK [625,1992,715,2002]
article-body: Heeft u uw zolder opgeruimd of gaat u dit misschien doen en zijn er spullen die geschikt zijn voor de rommelmarkt (óók kleding), dan kunnen deze vanaf heden ingeleverd worden bij de achteringang van het verpleeghuis, op werkdagen tussen 8.30 en 16.00 uur. [1296,478,1540,560]
cover-author: Ds. R. van Kooten [631,268,708,280]
table-row [779,2079,1031,2093]
colophon-item: • sluitingstermijn zakelijke advertenties: maandag en donderdag 14.00 uur [81,1705,274,1730]
colophon-logo: EILANDEN-NIEUWS [83,1436,259,1504]
column-4-lower [779,1471,1031,2189]
table-row [779,1075,1031,1089]
group-title: Groep 1: [779,1588,819,1602]
match: R. Sollie – B. Loosjes [779,2051,878,2065]
